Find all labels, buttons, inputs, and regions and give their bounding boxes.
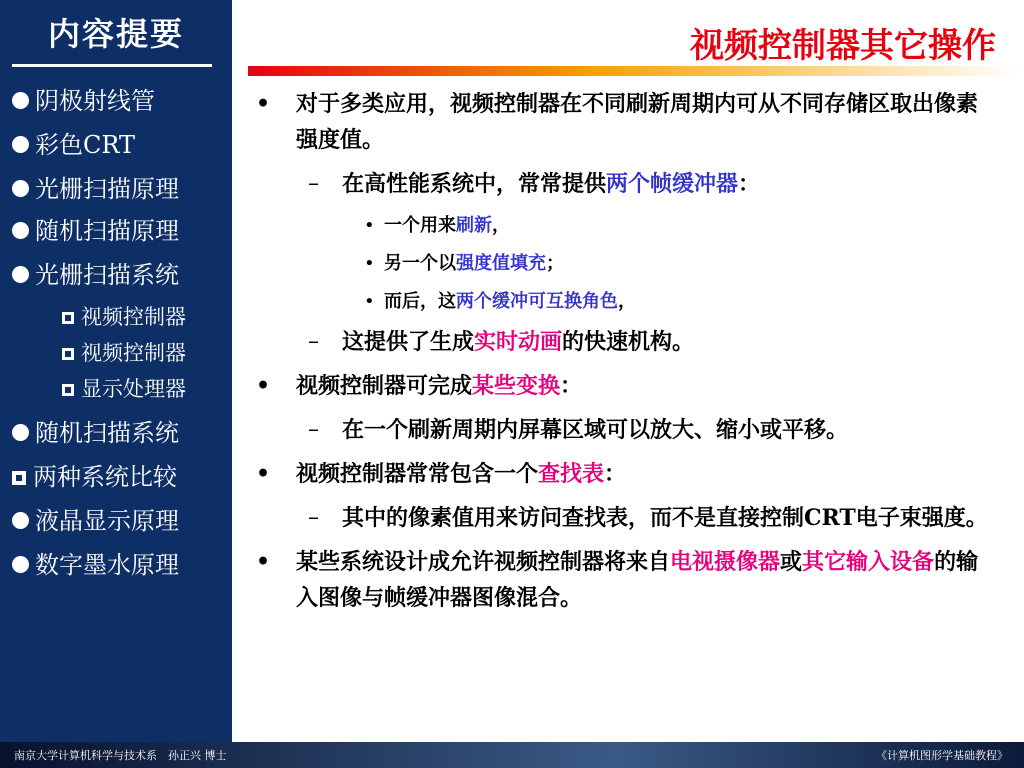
slide-content (252, 86, 996, 624)
text: ： (604, 461, 627, 487)
bullet-multi-buffer (252, 86, 996, 158)
sidebar-item-random-scan-system[interactable] (12, 418, 179, 448)
text: 视频控制器常常包含一个 (296, 461, 539, 487)
emphasis-text: 强度值填充 (456, 253, 546, 274)
sidebar-item-label: 彩色CRT (35, 131, 136, 159)
text: 在高性能系统中，常常提供 (342, 171, 607, 197)
emphasis-text: 两个帧缓冲器 (606, 171, 739, 197)
page-title: 视频控制器其它操作 (690, 26, 996, 66)
sidebar-item-raster-scan-system[interactable] (12, 260, 179, 290)
sidebar-item-label: 视频控制器 (81, 341, 186, 365)
title-underline (248, 66, 1018, 76)
bullet-image-mixing (252, 544, 996, 616)
subbullet-lookup-detail (252, 500, 996, 536)
subbullet-double-buffer (252, 166, 996, 202)
sidebar-item-label: 数字墨水原理 (35, 551, 179, 579)
text: 或 (780, 549, 803, 575)
emphasis-text: 查找表 (538, 461, 605, 487)
bullet-icon: • (256, 373, 271, 399)
subsubbullet-fill (252, 248, 996, 280)
hollow-square-icon (62, 384, 74, 396)
footer-bar (0, 742, 1024, 768)
sidebar-divider (12, 64, 212, 67)
filled-circle-icon (12, 92, 29, 109)
sidebar-subitem-video-controller[interactable] (62, 302, 186, 332)
bullet-icon: • (256, 461, 271, 487)
filled-circle-icon (12, 136, 29, 153)
text: ， (618, 291, 636, 312)
bullet-icon: • (364, 253, 375, 274)
filled-circle-icon (12, 222, 29, 239)
bullet-text: 对于多类应用，视频控制器在不同刷新周期内可从不同存储区取出像素强度值。 (296, 91, 979, 153)
bullet-icon: • (364, 291, 375, 312)
subbullet-animation (252, 324, 996, 360)
subsubbullet-refresh (252, 210, 996, 242)
hollow-square-icon (62, 348, 74, 360)
sidebar-title: 内容提要 (47, 15, 184, 53)
text: 视频控制器可完成 (296, 373, 473, 399)
sidebar (0, 0, 232, 742)
filled-circle-icon (12, 180, 29, 197)
sidebar-subitem-video-controller-2[interactable] (62, 338, 186, 368)
sidebar-item-lcd-principle[interactable] (12, 506, 179, 536)
emphasis-text: 某些变换 (472, 373, 561, 399)
filled-circle-icon (12, 266, 29, 283)
sidebar-item-label: 随机扫描系统 (35, 419, 179, 447)
sidebar-item-raster-scan-principle[interactable] (12, 174, 179, 204)
emphasis-text: 两个缓冲可互换角色 (456, 291, 618, 312)
sidebar-item-random-scan-principle[interactable] (12, 216, 179, 246)
hollow-square-icon (12, 471, 26, 485)
text: 的快速机构。 (562, 329, 695, 355)
text: 这提供了生成 (342, 329, 475, 355)
sidebar-item-label: 随机扫描原理 (35, 217, 179, 245)
emphasis-text: 其它输入设备 (802, 549, 935, 575)
text: ： (738, 171, 761, 197)
sidebar-item-label: 视频控制器 (81, 305, 186, 329)
sidebar-item-digital-ink-principle[interactable] (12, 550, 179, 580)
subbullet-zoom-pan (252, 412, 996, 448)
sidebar-item-label: 光栅扫描系统 (35, 261, 179, 289)
filled-circle-icon (12, 424, 29, 441)
filled-circle-icon (12, 556, 29, 573)
text: ： (560, 373, 583, 399)
bullet-icon: • (256, 91, 271, 117)
bullet-transforms (252, 368, 996, 404)
text: ； (546, 253, 564, 274)
sidebar-item-label: 光栅扫描原理 (35, 175, 179, 203)
text: 某些系统设计成允许视频控制器将来自 (296, 549, 671, 575)
emphasis-text: 电视摄像器 (670, 549, 781, 575)
sidebar-item-label: 两种系统比较 (33, 463, 177, 491)
sidebar-item-label: 阴极射线管 (35, 87, 155, 115)
text: 在一个刷新周期内屏幕区域可以放大、缩小或平移。 (342, 417, 849, 443)
bullet-icon: • (364, 215, 375, 236)
sidebar-item-crt-tube[interactable] (12, 86, 155, 116)
sidebar-subitem-display-processor[interactable] (62, 374, 186, 404)
filled-circle-icon (12, 512, 29, 529)
dash-icon: – (308, 329, 319, 354)
text: 另一个以 (384, 253, 456, 274)
bullet-icon: • (256, 549, 271, 575)
text: 其中的像素值用来访问查找表，而不是直接控制CRT电子束强度。 (342, 505, 988, 531)
subsubbullet-swap (252, 286, 996, 318)
sidebar-item-label: 显示处理器 (81, 377, 186, 401)
dash-icon: – (308, 171, 319, 196)
sidebar-item-system-comparison[interactable] (12, 462, 177, 492)
sidebar-item-label: 液晶显示原理 (35, 507, 179, 535)
sidebar-item-color-crt[interactable] (12, 130, 135, 160)
dash-icon: – (308, 417, 319, 442)
footer-author: 南京大学计算机科学与技术系 孙正兴 博士 (14, 749, 227, 762)
emphasis-text: 刷新 (456, 215, 492, 236)
emphasis-text: 实时动画 (474, 329, 563, 355)
hollow-square-icon (62, 312, 74, 324)
text: 的输入图像与帧缓冲器图像混合。 (296, 549, 979, 611)
text: 一个用来 (384, 215, 456, 236)
text: ， (492, 215, 510, 236)
bullet-lookup-table (252, 456, 996, 492)
footer-book-title: 《计算机图形学基础教程》 (876, 749, 1008, 762)
text: 而后，这 (384, 291, 456, 312)
dash-icon: – (308, 505, 319, 530)
